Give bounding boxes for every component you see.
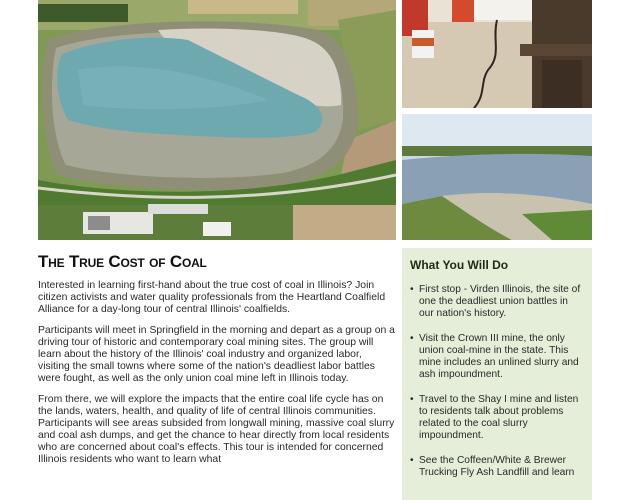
list-item-text: First stop - Virden Illinois, the site of one the deadliest union battles in our nation's history.: [419, 284, 581, 319]
what-you-will-do-sidebar: [402, 248, 592, 500]
bullet-icon: •: [410, 284, 414, 295]
list-item-text: Travel to the Shay I mine and listen to residents talk about problems related to the coal slurry impoundment.: [419, 394, 579, 441]
aerial-photo-slurry-impoundment: [38, 0, 396, 240]
article: [38, 252, 396, 475]
bullet-icon: •: [410, 455, 414, 466]
list-item: [410, 333, 584, 381]
sidebar-list: [410, 284, 584, 479]
bullet-icon: •: [410, 394, 414, 405]
interior-cracked-floor-photo: [402, 0, 592, 108]
article-paragraph: Interested in learning first-hand about the true cost of coal in Illinois? Join citizen activists and water quality professionals from the Heartland Coalfield Alliance for a day-long tour of central Illinois' coalfields.: [38, 280, 386, 315]
list-item: [410, 284, 584, 320]
article-paragraph: From there, we will explore the impacts that the entire coal life cycle has on the lands, waters, health, and quality of life of central Illinois communities. Participants will see areas subsided from longwall mining, massive coal slurry and coal ash dumps, and get the chance to hear directly from local residents who are concerned about coal's effects. This tour is intended for concerned Illinois residents who want to learn what: [38, 394, 395, 465]
article-title: The True Cost of Coal: [38, 252, 207, 271]
list-item: [410, 394, 584, 442]
sidebar-title: What You Will Do: [410, 258, 509, 272]
list-item-text: See the Coffeen/White & Brewer Trucking Fly Ash Landfill and learn: [419, 455, 575, 478]
bullet-icon: •: [410, 333, 414, 344]
list-item-text: Visit the Crown III mine, the only union coal-mine in the state. This mine includes an unlined slurry and ash impoundment.: [419, 333, 579, 380]
article-paragraph: Participants will meet in Springfield in the morning and depart as a group on a driving tour of historic and contemporary coal mining sites. The group will learn about the history of the Illinois' coal industry and organized labor, visiting the small towns where some of the nation's deadliest labor battles were fought, as well as the only union coal mine left in Illinois today.: [38, 325, 395, 384]
flooded-field-photo: [402, 114, 592, 240]
list-item: [410, 455, 584, 479]
